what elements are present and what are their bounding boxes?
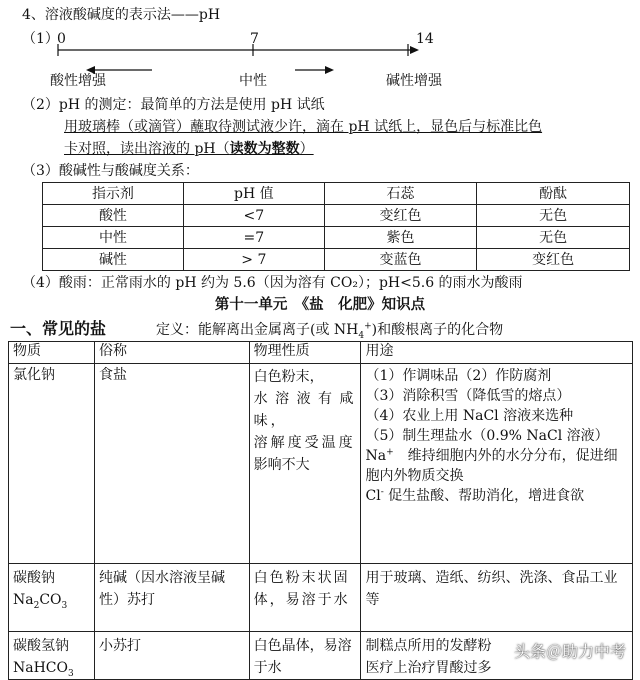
indicator-header-cell: 石蕊 xyxy=(324,183,477,205)
nacl-physical-line: 溶解度受温度 xyxy=(253,435,356,451)
base-label: 碱性增强 xyxy=(386,73,442,89)
nacl-use-line: （4）农业上用 NaCl 溶液来选种 xyxy=(365,408,574,424)
table-cell: 碱性 xyxy=(43,249,184,271)
measure-line-2-c: ） xyxy=(299,141,314,157)
relation-title: （3）酸碱性与酸碱度关系： xyxy=(22,163,199,179)
nacl-use-cl xyxy=(365,486,628,506)
table-cell: 中性 xyxy=(43,227,184,249)
measure-line-2-a: 卡对照，读出溶液的 pH（ xyxy=(64,141,230,157)
nacl-physical-line: 白色粉末， xyxy=(253,369,324,385)
salt-definition-text-end: )和酸根离子的化合物 xyxy=(371,322,504,338)
nahco3-name: 碳酸氢钠 xyxy=(13,638,69,654)
chloride-charge: - xyxy=(380,487,384,498)
table-cell: 无色 xyxy=(477,205,630,227)
nahco3-use-line: 医疗上治疗胃酸过多 xyxy=(365,660,492,676)
unit-title: 第十一单元 《盐 化肥》知识点 xyxy=(214,296,426,313)
scale-label-7: 7 xyxy=(250,31,259,47)
na2co3-common-name: 纯碱（因水溶液呈碱性）苏打 xyxy=(94,564,249,632)
salt-header-cell: 用途 xyxy=(361,342,633,364)
measure-line-2 xyxy=(64,140,314,158)
formula-subscript: 2 xyxy=(33,600,40,611)
table-cell: 无色 xyxy=(477,227,630,249)
nacl-use-na xyxy=(365,446,628,486)
salt-header-cell: 俗称 xyxy=(94,342,249,364)
nacl-use-line: （1）作调味品（2）作防腐剂 xyxy=(365,368,552,384)
indicator-header-cell: 酚酞 xyxy=(477,183,630,205)
ammonium-superscript: + xyxy=(364,321,372,332)
measure-title: （2）pH 的测定：最简单的方法是使用 pH 试纸 xyxy=(22,97,325,113)
measure-integer-note: 读数为整数 xyxy=(229,141,300,157)
table-row xyxy=(43,227,630,249)
formula-subscript: 3 xyxy=(68,668,74,679)
table-cell: =7 xyxy=(183,227,324,249)
salt-table xyxy=(8,341,633,680)
indicator-table xyxy=(42,182,630,271)
formula-part: CO xyxy=(39,592,62,608)
scale-label-0: 0 xyxy=(57,31,66,47)
salt-header-row xyxy=(9,342,633,364)
sodium-ion: Na xyxy=(365,448,387,464)
nacl-name: 氯化钠 xyxy=(9,364,95,564)
nacl-physical-line: 水溶液有咸味， xyxy=(253,391,357,429)
table-cell: 变蓝色 xyxy=(324,249,477,271)
indicator-header-row xyxy=(43,183,630,205)
table-row xyxy=(43,205,630,227)
neutral-label: 中性 xyxy=(239,73,267,89)
nahco3-name-cell xyxy=(9,632,95,680)
na2co3-name: 碳酸钠 xyxy=(13,570,55,586)
sodium-charge: + xyxy=(386,447,394,458)
nahco3-physical: 白色晶体，易溶于水 xyxy=(249,632,361,680)
table-row-na2co3 xyxy=(9,564,633,632)
table-row xyxy=(43,249,630,271)
acid-rain-note: （4）酸雨：正常雨水的 pH 约为 5.6（因为溶有 CO₂）；pH<5.6 的雨水为酸雨 xyxy=(22,275,523,291)
chloride-ion-use: 促生盐酸、帮助消化，增进食欲 xyxy=(383,488,585,504)
na2co3-uses: 用于玻璃、造纸、纺织、洗涤、食品工业等 xyxy=(361,564,633,632)
salt-definition-text: 定义：能解离出金属离子(或 NH xyxy=(156,322,359,338)
section-heading-ph: 4、溶液酸碱度的表示法——pH xyxy=(22,7,221,23)
nahco3-formula xyxy=(13,657,90,679)
nahco3-use-line: 制糕点所用的发酵粉 xyxy=(365,638,492,654)
nacl-uses xyxy=(361,364,633,564)
scale-label-14: 14 xyxy=(416,31,434,47)
nacl-physical xyxy=(249,364,361,564)
salt-definition xyxy=(156,321,503,339)
formula-part: Na xyxy=(13,592,34,608)
formula-part: NaHCO xyxy=(13,660,68,676)
indicator-header-cell: pH 值 xyxy=(183,183,324,205)
ph-scale-arrowhead xyxy=(410,46,419,54)
sodium-ion-use: 维持细胞内外的水分分布，促进细胞内外物质交换 xyxy=(365,448,618,484)
nahco3-common-name: 小苏打 xyxy=(94,632,249,680)
base-arrow-head xyxy=(325,66,334,74)
ammonium-subscript: 4 xyxy=(358,330,365,341)
table-cell: <7 xyxy=(183,205,324,227)
acid-label: 酸性增强 xyxy=(50,73,106,89)
table-cell: 变红色 xyxy=(324,205,477,227)
nacl-use-line: （3）消除积雪（降低雪的熔点） xyxy=(365,388,571,404)
na2co3-formula xyxy=(13,589,90,611)
table-cell: 紫色 xyxy=(324,227,477,249)
scale-index: （1） xyxy=(22,31,59,47)
nacl-common-name: 食盐 xyxy=(94,364,249,564)
chloride-ion: Cl xyxy=(365,488,381,504)
formula-subscript: 3 xyxy=(61,600,68,611)
na2co3-name-cell xyxy=(9,564,95,632)
nacl-physical-line: 影响不大 xyxy=(253,457,310,473)
measure-line-1: 用玻璃棒（或滴管）蘸取待测试液少许，滴在 pH 试纸上，显色后与标准比色 xyxy=(64,119,543,135)
table-cell: > 7 xyxy=(183,249,324,271)
watermark: 头条＠助力中考 xyxy=(513,642,626,661)
indicator-header-cell: 指示剂 xyxy=(43,183,184,205)
table-cell: 酸性 xyxy=(43,205,184,227)
table-cell: 变红色 xyxy=(477,249,630,271)
na2co3-physical: 白色粉末状固体，易溶于水 xyxy=(249,564,361,632)
salt-header-cell: 物质 xyxy=(9,342,95,364)
salt-section-heading: 一、常见的盐 xyxy=(10,319,107,338)
nacl-use-line: （5）制生理盐水（0.9% NaCl 溶液） xyxy=(365,428,609,444)
table-row-nacl xyxy=(9,364,633,564)
salt-header-cell: 物理性质 xyxy=(249,342,361,364)
